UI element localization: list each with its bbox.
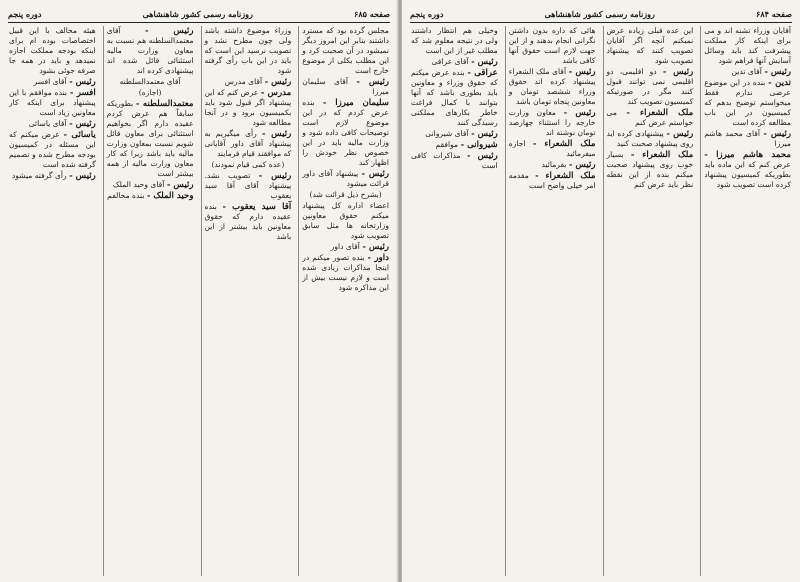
right-page bbox=[402, 0, 800, 582]
paragraph bbox=[704, 129, 791, 149]
paragraph-text: رأی میگیریم به پیشنهاد آقای داور آقایانی که موافقند قیام فرمایند bbox=[204, 129, 292, 158]
paragraph bbox=[9, 119, 96, 129]
paragraph-text: مقدمه امر خیلی واضح است bbox=[508, 171, 596, 190]
paragraph-text: آقای شیروانی bbox=[425, 129, 469, 138]
paragraph bbox=[302, 190, 389, 200]
paragraph bbox=[107, 77, 194, 87]
paragraph-text: آقای عراقی bbox=[431, 57, 469, 66]
text-column bbox=[6, 26, 99, 576]
paragraph bbox=[411, 140, 498, 150]
paragraph-text: آقای سلیمان میرزا bbox=[302, 77, 389, 96]
period-label: دوره پنجم bbox=[410, 9, 444, 19]
text-column bbox=[603, 26, 697, 576]
paragraph bbox=[205, 77, 292, 87]
paragraph-text: آقای افسر bbox=[33, 77, 67, 86]
newspaper-title: روزنامه رسمی کشور شاهنشاهی bbox=[142, 9, 253, 19]
speaker-name: رئیس - bbox=[467, 151, 498, 161]
paragraph bbox=[9, 171, 96, 181]
paragraph bbox=[205, 129, 292, 159]
paragraph bbox=[509, 160, 596, 170]
paragraph bbox=[9, 130, 96, 170]
speaker-name: رئیس - bbox=[264, 77, 292, 87]
paragraph bbox=[302, 98, 389, 168]
text-column bbox=[700, 26, 794, 576]
paragraph-text: آقای داور bbox=[330, 242, 360, 251]
speaker-name: رئیس - bbox=[361, 169, 389, 179]
paragraph-text: پیشنهاد آقای داور قرائت میشود bbox=[302, 169, 389, 188]
speaker-name: رئیس - bbox=[261, 129, 292, 139]
paragraph bbox=[205, 26, 292, 76]
paragraph-text: عرض میکنم که این مسئله در کمیسیون بودجه مطرح شده و تصمیم گرفته شده است bbox=[9, 130, 96, 169]
paragraph bbox=[107, 26, 194, 76]
paragraph-text: وخیلی هم انتظار داشتند ولی در نتیجه معلوم شد که مطلب غیر از این است bbox=[411, 26, 498, 55]
speaker-name: یاسائی - bbox=[63, 130, 96, 140]
paragraph-text: هائی که داره بدون داشتن نگرانی انجام بدهند و از این جهت لازم است حقوق آنها کافی باشد bbox=[508, 26, 596, 65]
paragraph bbox=[9, 77, 96, 87]
paragraph-text: موافقم bbox=[435, 140, 459, 149]
paragraph bbox=[302, 77, 389, 97]
speaker-name: رئیس - bbox=[662, 67, 694, 77]
paragraph bbox=[302, 26, 389, 76]
paragraph-text: وزراء موضوع داشته باشد ولی چون مطرح نشد و تصویب نرسید این است که باید در این باب رأی گرفته شود bbox=[204, 26, 292, 75]
paragraph-text: آقای محمد هاشم میرزا bbox=[704, 129, 791, 148]
text-columns bbox=[408, 26, 794, 576]
paragraph bbox=[205, 171, 292, 201]
text-column bbox=[408, 26, 501, 576]
paragraph-text: بنده در این موضوع عرضی ندارم فقط میخواستم توضیح بدهم که کمیسیون در این باب مطالعه کرده است bbox=[704, 78, 791, 127]
paragraph bbox=[302, 169, 389, 189]
speaker-name: عراقی - bbox=[467, 68, 498, 78]
paragraph-text: بنده موافقم با این پیشنهاد برای اینکه کار معاونین زیاد است bbox=[9, 88, 96, 117]
speaker-name: سلیمان میرزا - bbox=[322, 98, 389, 108]
text-column bbox=[103, 26, 197, 576]
text-columns bbox=[6, 26, 392, 576]
paragraph bbox=[107, 180, 194, 190]
paragraph-text: بفرمائید bbox=[541, 160, 567, 169]
page-number: صفحه ۶۸۴ bbox=[756, 9, 792, 19]
paragraph-text: آقای تدین bbox=[731, 67, 762, 76]
paragraph-text: آقای یاسائی bbox=[28, 119, 67, 128]
speaker-name: مدرس - bbox=[260, 88, 292, 98]
speaker-name: رئیس - bbox=[471, 129, 498, 139]
speaker-name: محمد هاشم میرزا - bbox=[704, 150, 791, 160]
paragraph bbox=[302, 201, 389, 241]
paragraph bbox=[607, 129, 694, 149]
paragraph bbox=[411, 68, 498, 128]
speaker-name: رئیس - bbox=[568, 67, 596, 77]
paragraph-text: آقای معتمدالسلطنه bbox=[119, 77, 181, 86]
paragraph bbox=[509, 67, 596, 107]
paragraph bbox=[107, 191, 194, 201]
speaker-name: شیروانی - bbox=[460, 140, 498, 150]
paragraph bbox=[509, 26, 596, 66]
paragraph-text: دو اقلیمی، دو اقلیمی نمی توانند قبول کنند مگر در صورتیکه کمیسیون تصویب کند bbox=[606, 67, 694, 106]
paragraph bbox=[607, 26, 694, 66]
paragraph bbox=[107, 99, 194, 179]
paragraph-text: می خواستم عرض کنم bbox=[606, 108, 694, 127]
newspaper-title: روزنامه رسمی کشور شاهنشاهی bbox=[544, 9, 655, 19]
paragraph bbox=[607, 150, 694, 190]
speaker-name: ملک الشعراء - bbox=[535, 171, 596, 181]
paragraph bbox=[704, 78, 791, 128]
paragraph-text: (بشرح ذیل قرائت شد) bbox=[309, 190, 382, 199]
speaker-name: رئیس - bbox=[258, 171, 292, 181]
text-column bbox=[505, 26, 599, 576]
paragraph-text: مذاکرات کافی است bbox=[411, 151, 498, 170]
paragraph bbox=[704, 26, 791, 66]
period-label: دوره پنجم bbox=[8, 9, 42, 19]
paragraph-text: بنده عرض میکنم که حقوق وزراء و معاونین باید بطوری باشد که آنها بتوانند با کمال فراغت خاطر بکارهای مملکتی رسیدگی کنند bbox=[411, 68, 498, 127]
paragraph-text: هیئه مخالف با این قبیل اختصاصات بوده ام برای اینکه بودجه مملکت اجازه نمیدهد و باید در همه جا صرفه جوئی بشود bbox=[9, 26, 96, 75]
paragraph-text: آقای وحید الملک bbox=[112, 180, 165, 189]
paragraph bbox=[411, 26, 498, 56]
paragraph-text: معاون وزارت خارجه را استثناء چهارصد تومان نوشته اند bbox=[508, 108, 596, 137]
paragraph bbox=[607, 108, 694, 128]
paragraph bbox=[411, 57, 498, 67]
speaker-name: افسر - bbox=[69, 88, 96, 98]
paragraph bbox=[9, 26, 96, 76]
paragraph bbox=[302, 253, 389, 293]
speaker-name: رئیس - bbox=[764, 67, 791, 77]
page-header bbox=[8, 8, 390, 23]
paragraph-text: (عده کمی قیام نمودند) bbox=[211, 160, 285, 169]
paragraph bbox=[411, 151, 498, 171]
speaker-name: ملک الشعراء - bbox=[532, 139, 596, 149]
paragraph-text: پیشنهادی کرده اید روی پیشنهاد صحبت کنید bbox=[606, 129, 694, 148]
speaker-name: رئیس - bbox=[362, 242, 389, 252]
paragraph-text: آقایان وزراء تشنه اند و می برای اینکه کار مملکت پیشرفت کند باید وسائل آسایش آنها فراهم شود bbox=[704, 26, 791, 65]
paragraph-text: بنده عرض کردم که در این موضوع لازم است توضیحات کافی داده شود و وزارت مالیه باید در این خصوص نظر خودش را اظهار کند bbox=[302, 98, 389, 167]
paragraph-text: بنده مخالفم bbox=[107, 191, 145, 200]
paragraph bbox=[205, 160, 292, 170]
paragraph bbox=[704, 150, 791, 190]
paragraph-text: عرض کنم که این پیشنهاد اگر قبول شود باید بکمیسیون برود و در آنجا مطالعه شود bbox=[204, 88, 292, 127]
paragraph-text: رأی گرفته میشود bbox=[11, 171, 67, 180]
speaker-name: رئیس - bbox=[69, 77, 96, 87]
paragraph bbox=[205, 88, 292, 128]
speaker-name: رئیس - bbox=[568, 160, 596, 170]
speaker-name: رئیس - bbox=[563, 108, 596, 118]
speaker-name: وحید الملک - bbox=[146, 191, 194, 201]
speaker-name: رئیس - bbox=[145, 26, 194, 36]
paragraph bbox=[9, 88, 96, 118]
speaker-name: رئیس - bbox=[666, 129, 694, 139]
paragraph-text: بنده تصور میکنم در اینجا مذاکرات زیادی شده است و لازم نیست بیش از این مذاکره شود bbox=[302, 253, 389, 292]
speaker-name: تدین - bbox=[768, 78, 791, 88]
speaker-name: رئیس - bbox=[166, 180, 194, 190]
speaker-name: معتمدالسلطنه - bbox=[135, 99, 194, 109]
paragraph-text: این عده قبلی زیاده عرض نمیکنم آنچه اگر آقایان تصویب کنند که پیشنهاد تصویب شود bbox=[606, 26, 694, 65]
paragraph bbox=[107, 88, 194, 98]
paragraph bbox=[205, 202, 292, 242]
paragraph-text: مجلس گرده بود که مسترد داشتند بنابر این امروز دیگر نمیشود در آن صحبت کرد و این مطلب بکلی از موضوع خارج است bbox=[302, 26, 389, 75]
paragraph bbox=[302, 242, 389, 252]
paragraph-text: آقای معتمدالسلطنه هم نسبت به معاون وزارت مالیه استثنائی قائل شده اند پیشنهادی کرده اند bbox=[106, 26, 194, 75]
text-column bbox=[298, 26, 392, 576]
paragraph-text: بنده عقیده دارم که حقوق معاونین باید بیشتر از این باشد bbox=[204, 202, 292, 241]
paragraph-text: (اجازه) bbox=[138, 88, 162, 97]
paragraph bbox=[509, 139, 596, 159]
speaker-name: رئیس - bbox=[69, 119, 96, 129]
paragraph-text: اعضاء اداره کل پیشنهاد میکنم حقوق معاونین وزارتخانه ها مثل سابق تصویب شود bbox=[302, 201, 389, 240]
page-number: صفحه ۶۸۵ bbox=[354, 9, 390, 19]
paragraph-text: عرض کنم که این ماده باید بطوریکه کمیسیون پیشنهاد کرده است تصویب شود bbox=[704, 160, 791, 189]
page-header bbox=[410, 8, 792, 23]
paragraph bbox=[607, 67, 694, 107]
paragraph bbox=[509, 108, 596, 138]
text-column bbox=[201, 26, 295, 576]
speaker-name: رئیس - bbox=[471, 57, 498, 67]
speaker-name: آقا سید یعقوب - bbox=[222, 202, 292, 212]
speaker-name: ملک الشعراء - bbox=[626, 108, 694, 118]
paragraph-text: بسیار خوب روی پیشنهاد صحبت میکنم بنده از این نقطه نظر باید عرض کنم bbox=[606, 150, 694, 189]
paragraph bbox=[509, 171, 596, 191]
speaker-name: داور - bbox=[367, 253, 389, 263]
paragraph-text: اجازه میفرمائید bbox=[508, 139, 596, 158]
paragraph bbox=[704, 67, 791, 77]
speaker-name: رئیس - bbox=[356, 77, 389, 87]
paragraph-text: تصویب نشد. پیشنهاد آقای آقا سید یعقوب bbox=[204, 171, 292, 200]
speaker-name: رئیس - bbox=[69, 171, 96, 181]
paragraph-text: آقای مدرس bbox=[224, 77, 263, 86]
paragraph-text: بطوریکه سابقاً هم عرض کردم عقیده دارم اگر بخواهیم استثنائی برای معاون قائل شویم نسبت بمعاون وزارت مالیه باید باشد زیرا که کار معاون وزارت مالیه از همه بیشتر است bbox=[106, 99, 194, 178]
speaker-name: رئیس - bbox=[763, 129, 791, 139]
paragraph-text: آقای ملک الشعراء پیشنهاد کرده اند حقوق وزراء ششصد تومان و معاونین پنجاه تومان باشد bbox=[508, 67, 596, 106]
speaker-name: ملک الشعراء - bbox=[630, 150, 694, 160]
paragraph bbox=[411, 129, 498, 139]
left-page bbox=[0, 0, 398, 582]
